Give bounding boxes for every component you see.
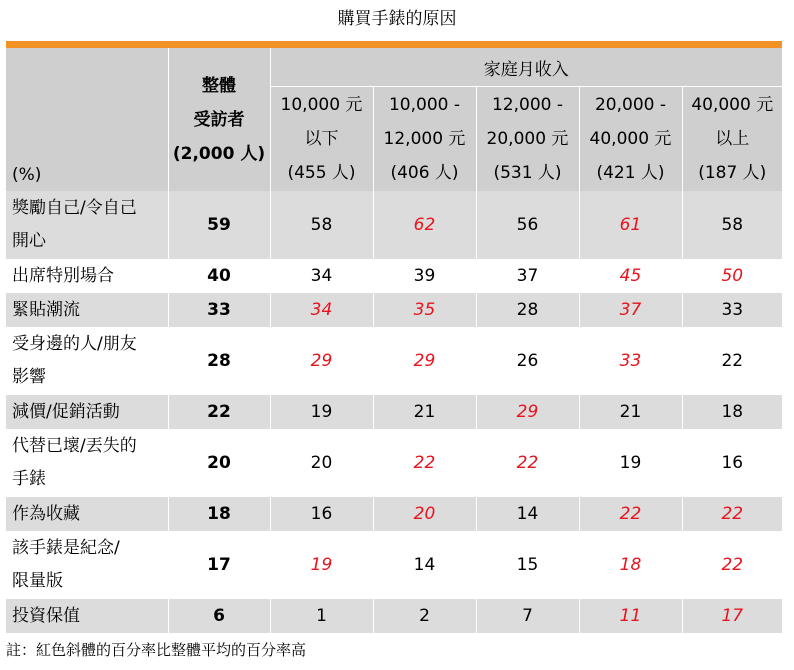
row-label-line: 投資保值 bbox=[12, 605, 80, 626]
income-band-header-line: (187 人) bbox=[698, 163, 767, 183]
row-label-line: 作為收藏 bbox=[12, 503, 80, 524]
overall-value-cell: 20 bbox=[168, 429, 270, 497]
unit-label: (%) bbox=[6, 48, 168, 191]
table-row bbox=[6, 497, 782, 531]
band-value-cell: 35 bbox=[373, 293, 476, 327]
income-band-header-line: 20,000 元 bbox=[486, 129, 569, 149]
overall-header-line: 受訪者 bbox=[193, 109, 245, 130]
income-band-header-line: (455 人) bbox=[287, 163, 356, 183]
row-label-line: 代替已壞/丟失的 bbox=[12, 436, 137, 456]
income-band-header bbox=[579, 87, 682, 192]
band-value-cell: 29 bbox=[270, 327, 373, 395]
band-value-cell: 50 bbox=[682, 259, 782, 293]
row-label-line: 減價/促銷活動 bbox=[12, 401, 120, 422]
band-value-cell: 26 bbox=[476, 327, 579, 395]
overall-header-line: (2,000 人) bbox=[172, 143, 266, 164]
row-label bbox=[6, 531, 168, 599]
income-band-header-line: 以上 bbox=[715, 129, 750, 149]
band-value-cell: 16 bbox=[682, 429, 782, 497]
income-band-header-line: 12,000 元 bbox=[383, 129, 466, 149]
income-band-header-line: (406 人) bbox=[390, 163, 459, 183]
income-band-header bbox=[476, 87, 579, 192]
overall-value-cell: 18 bbox=[168, 497, 270, 531]
band-value-cell: 21 bbox=[579, 395, 682, 429]
overall-value-cell: 6 bbox=[168, 599, 270, 633]
band-value-cell: 61 bbox=[579, 191, 682, 259]
table-row bbox=[6, 599, 782, 633]
income-band-header bbox=[682, 87, 782, 192]
band-value-cell: 56 bbox=[476, 191, 579, 259]
band-value-cell: 22 bbox=[682, 497, 782, 531]
band-value-cell: 7 bbox=[476, 599, 579, 633]
row-label bbox=[6, 395, 168, 429]
band-value-cell: 15 bbox=[476, 531, 579, 599]
row-label-line: 限量版 bbox=[12, 571, 63, 591]
band-value-cell: 34 bbox=[270, 293, 373, 327]
overall-value-cell: 59 bbox=[168, 191, 270, 259]
income-table bbox=[6, 48, 782, 633]
table-row bbox=[6, 191, 782, 259]
row-label bbox=[6, 293, 168, 327]
band-value-cell: 33 bbox=[579, 327, 682, 395]
header-accent-bar bbox=[6, 41, 782, 48]
band-value-cell: 18 bbox=[579, 531, 682, 599]
band-value-cell: 21 bbox=[373, 395, 476, 429]
band-value-cell: 45 bbox=[579, 259, 682, 293]
row-label bbox=[6, 259, 168, 293]
band-value-cell: 17 bbox=[682, 599, 782, 633]
band-value-cell: 58 bbox=[682, 191, 782, 259]
band-value-cell: 18 bbox=[682, 395, 782, 429]
band-value-cell: 62 bbox=[373, 191, 476, 259]
row-label-line: 獎勵自己/令自己 bbox=[12, 198, 137, 218]
overall-value-cell: 17 bbox=[168, 531, 270, 599]
table-row bbox=[6, 327, 782, 395]
band-value-cell: 14 bbox=[476, 497, 579, 531]
row-label-line: 緊貼潮流 bbox=[12, 299, 80, 320]
income-band-header-line: 10,000 - bbox=[388, 95, 461, 115]
band-value-cell: 29 bbox=[476, 395, 579, 429]
overall-value-cell: 28 bbox=[168, 327, 270, 395]
overall-value-cell: 33 bbox=[168, 293, 270, 327]
overall-value-cell: 22 bbox=[168, 395, 270, 429]
income-band-header-line: (531 人) bbox=[493, 163, 562, 183]
row-label bbox=[6, 429, 168, 497]
band-value-cell: 19 bbox=[270, 531, 373, 599]
band-value-cell: 11 bbox=[579, 599, 682, 633]
band-value-cell: 20 bbox=[270, 429, 373, 497]
band-value-cell: 22 bbox=[682, 531, 782, 599]
table-row bbox=[6, 395, 782, 429]
band-value-cell: 14 bbox=[373, 531, 476, 599]
band-value-cell: 22 bbox=[682, 327, 782, 395]
overall-header bbox=[168, 48, 270, 191]
band-value-cell: 2 bbox=[373, 599, 476, 633]
row-label-line: 開心 bbox=[12, 231, 46, 251]
row-label-line: 手錶 bbox=[12, 469, 46, 489]
income-band-header bbox=[373, 87, 476, 192]
band-value-cell: 19 bbox=[579, 429, 682, 497]
table-row bbox=[6, 429, 782, 497]
band-value-cell: 39 bbox=[373, 259, 476, 293]
income-band-header-line: (421 人) bbox=[596, 163, 665, 183]
chart-title: 購買手錶的原因 bbox=[337, 9, 457, 29]
row-label bbox=[6, 191, 168, 259]
income-group-header: 家庭月收入 bbox=[270, 48, 782, 87]
income-band-header-line: 10,000 元 bbox=[280, 95, 363, 115]
row-label-line: 出席特別場合 bbox=[12, 265, 114, 286]
overall-value-cell: 40 bbox=[168, 259, 270, 293]
income-band-header-line: 40,000 元 bbox=[589, 129, 672, 149]
band-value-cell: 37 bbox=[476, 259, 579, 293]
band-value-cell: 16 bbox=[270, 497, 373, 531]
row-label-line: 受身邊的人/朋友 bbox=[12, 334, 137, 354]
row-label bbox=[6, 599, 168, 633]
band-value-cell: 28 bbox=[476, 293, 579, 327]
row-label bbox=[6, 327, 168, 395]
band-value-cell: 34 bbox=[270, 259, 373, 293]
band-value-cell: 19 bbox=[270, 395, 373, 429]
band-value-cell: 37 bbox=[579, 293, 682, 327]
table-row bbox=[6, 293, 782, 327]
band-value-cell: 1 bbox=[270, 599, 373, 633]
band-value-cell: 22 bbox=[579, 497, 682, 531]
footnote: 註：紅色斜體的百分率比整體平均的百分率高 bbox=[6, 641, 307, 659]
band-value-cell: 20 bbox=[373, 497, 476, 531]
band-value-cell: 29 bbox=[373, 327, 476, 395]
table-row bbox=[6, 531, 782, 599]
income-band-header bbox=[270, 87, 373, 192]
overall-header-line: 整體 bbox=[202, 75, 236, 96]
band-value-cell: 22 bbox=[373, 429, 476, 497]
income-band-header-line: 以下 bbox=[304, 129, 339, 149]
income-band-header-line: 40,000 元 bbox=[691, 95, 774, 115]
row-label bbox=[6, 497, 168, 531]
band-value-cell: 58 bbox=[270, 191, 373, 259]
row-label-line: 影響 bbox=[12, 367, 46, 387]
band-value-cell: 22 bbox=[476, 429, 579, 497]
table-row bbox=[6, 259, 782, 293]
income-band-header-line: 20,000 - bbox=[594, 95, 667, 115]
row-label-line: 該手錶是紀念/ bbox=[12, 538, 120, 558]
income-band-header-line: 12,000 - bbox=[491, 95, 564, 115]
band-value-cell: 33 bbox=[682, 293, 782, 327]
